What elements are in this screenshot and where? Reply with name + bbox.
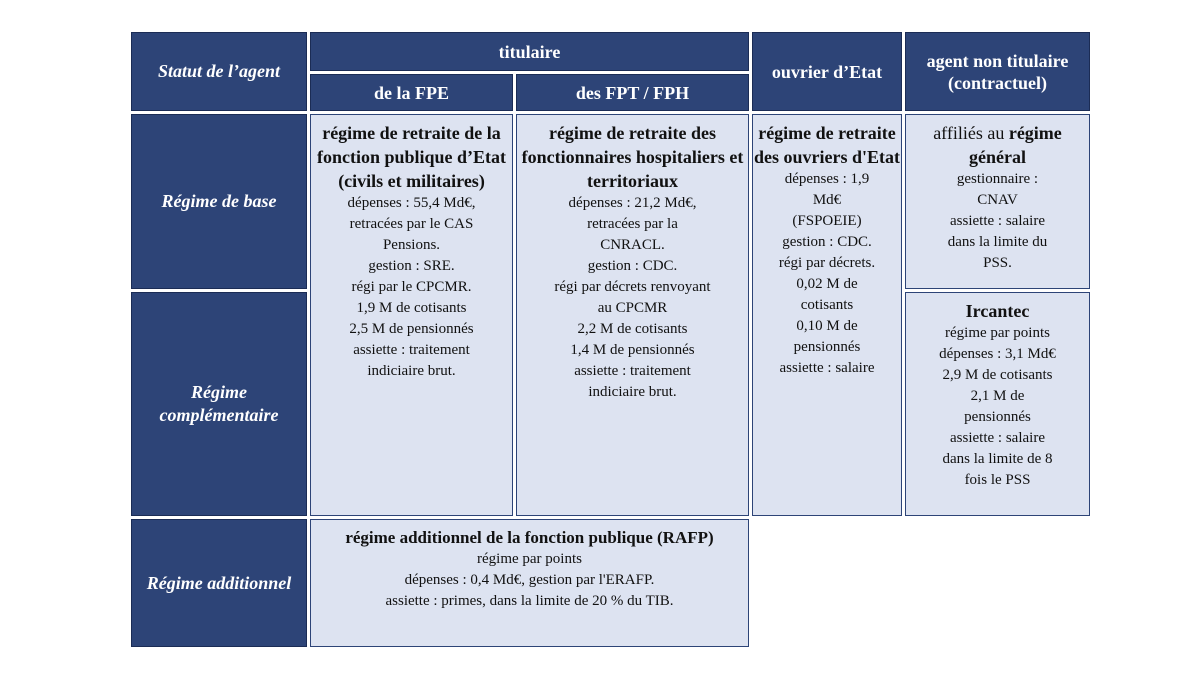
ircantec-line: assiette : salaire (950, 430, 1045, 446)
general-line: gestionnaire : (956, 171, 1039, 187)
general-line: assiette : salaire (950, 213, 1045, 229)
header-fpe: de la FPE (310, 74, 513, 111)
ircantec-line: 2,9 M de cotisants (942, 367, 1053, 383)
fpt-line: indiciaire brut. (588, 384, 677, 400)
row-header-complementaire: Régime complémentaire (131, 292, 307, 516)
empty-cell (752, 519, 1090, 647)
ircantec-line: fois le PSS (964, 472, 1031, 488)
row-header-base: Régime de base (131, 114, 307, 289)
general-line: CNAV (977, 192, 1018, 208)
fpe-line: Pensions. (382, 237, 441, 253)
cell-fpe (310, 114, 513, 516)
general-line: PSS. (983, 255, 1012, 271)
fpe-line: gestion : SRE. (368, 258, 455, 274)
pension-regimes-table (128, 29, 1093, 650)
general-bold: régime général (969, 123, 1062, 167)
fpe-line: retracées par le CAS (349, 216, 474, 232)
fpt-line: régi par décrets renvoyant (554, 279, 711, 295)
row-header-additionnel: Régime additionnel (131, 519, 307, 647)
ircantec-line: régime par points (945, 325, 1050, 341)
fpt-line: au CPCMR (597, 300, 668, 316)
fpe-line: assiette : traitement (353, 342, 470, 358)
header-fpt-fph: des FPT / FPH (516, 74, 749, 111)
cell-regime-general (905, 114, 1090, 289)
general-line: dans la limite du (947, 234, 1048, 250)
rafp-line: régime par points (477, 551, 582, 567)
ouvrier-title: régime de retraite des ouvriers d'Etat (754, 123, 900, 167)
fpe-title: régime de retraite de la fonction publique d’Etat (civils et militaires) (316, 123, 507, 191)
ircantec-line: pensionnés (964, 409, 1031, 425)
ouvrier-line: 0,10 M de (796, 318, 858, 334)
fpt-line: 1,4 M de pensionnés (570, 342, 695, 358)
ouvrier-line: cotisants (800, 297, 854, 313)
ouvrier-line: gestion : CDC. (782, 234, 872, 250)
general-prefix: affiliés au (933, 123, 1009, 143)
rafp-line: assiette : primes, dans la limite de 20 % du TIB. (385, 593, 674, 609)
cell-rafp (310, 519, 749, 647)
fpe-line: indiciaire brut. (367, 363, 456, 379)
ouvrier-line: (FSPOEIE) (792, 213, 862, 229)
fpt-line: assiette : traitement (574, 363, 691, 379)
ircantec-line: dans la limite de 8 (942, 451, 1053, 467)
fpt-title: régime de retraite des fonctionnaires hospitaliers et territoriaux (521, 123, 744, 191)
cell-fpt-fph (516, 114, 749, 516)
header-non-titulaire: agent non titulaire (contractuel) (905, 32, 1090, 111)
cell-ouvrier (752, 114, 902, 516)
ouvrier-line: assiette : salaire (779, 360, 875, 376)
ircantec-line: dépenses : 3,1 Md€ (939, 346, 1056, 362)
fpe-line: dépenses : 55,4 Md€, (347, 195, 476, 211)
fpt-line: 2,2 M de cotisants (577, 321, 688, 337)
ouvrier-line: Md€ (812, 192, 842, 208)
ouvrier-line: pensionnés (793, 339, 861, 355)
rafp-line: dépenses : 0,4 Md€, gestion par l'ERAFP. (404, 572, 655, 588)
ouvrier-line: régi par décrets. (778, 255, 876, 271)
ircantec-title: Ircantec (965, 301, 1030, 321)
fpt-line: retracées par la (587, 216, 678, 232)
ouvrier-line: 0,02 M de (796, 276, 858, 292)
ouvrier-line: dépenses : 1,9 (784, 171, 870, 187)
fpe-line: 1,9 M de cotisants (356, 300, 467, 316)
fpe-line: régi par le CPCMR. (351, 279, 472, 295)
fpt-line: dépenses : 21,2 Md€, (568, 195, 697, 211)
fpe-line: 2,5 M de pensionnés (349, 321, 474, 337)
header-titulaire: titulaire (310, 32, 749, 71)
fpt-line: gestion : CDC. (587, 258, 678, 274)
cell-ircantec (905, 292, 1090, 516)
fpt-line: CNRACL. (600, 237, 665, 253)
ircantec-line: 2,1 M de (970, 388, 1025, 404)
rafp-title: régime additionnel de la fonction publique (RAFP) (345, 528, 714, 547)
header-ouvrier: ouvrier d’Etat (752, 32, 902, 111)
header-statut: Statut de l’agent (131, 32, 307, 111)
